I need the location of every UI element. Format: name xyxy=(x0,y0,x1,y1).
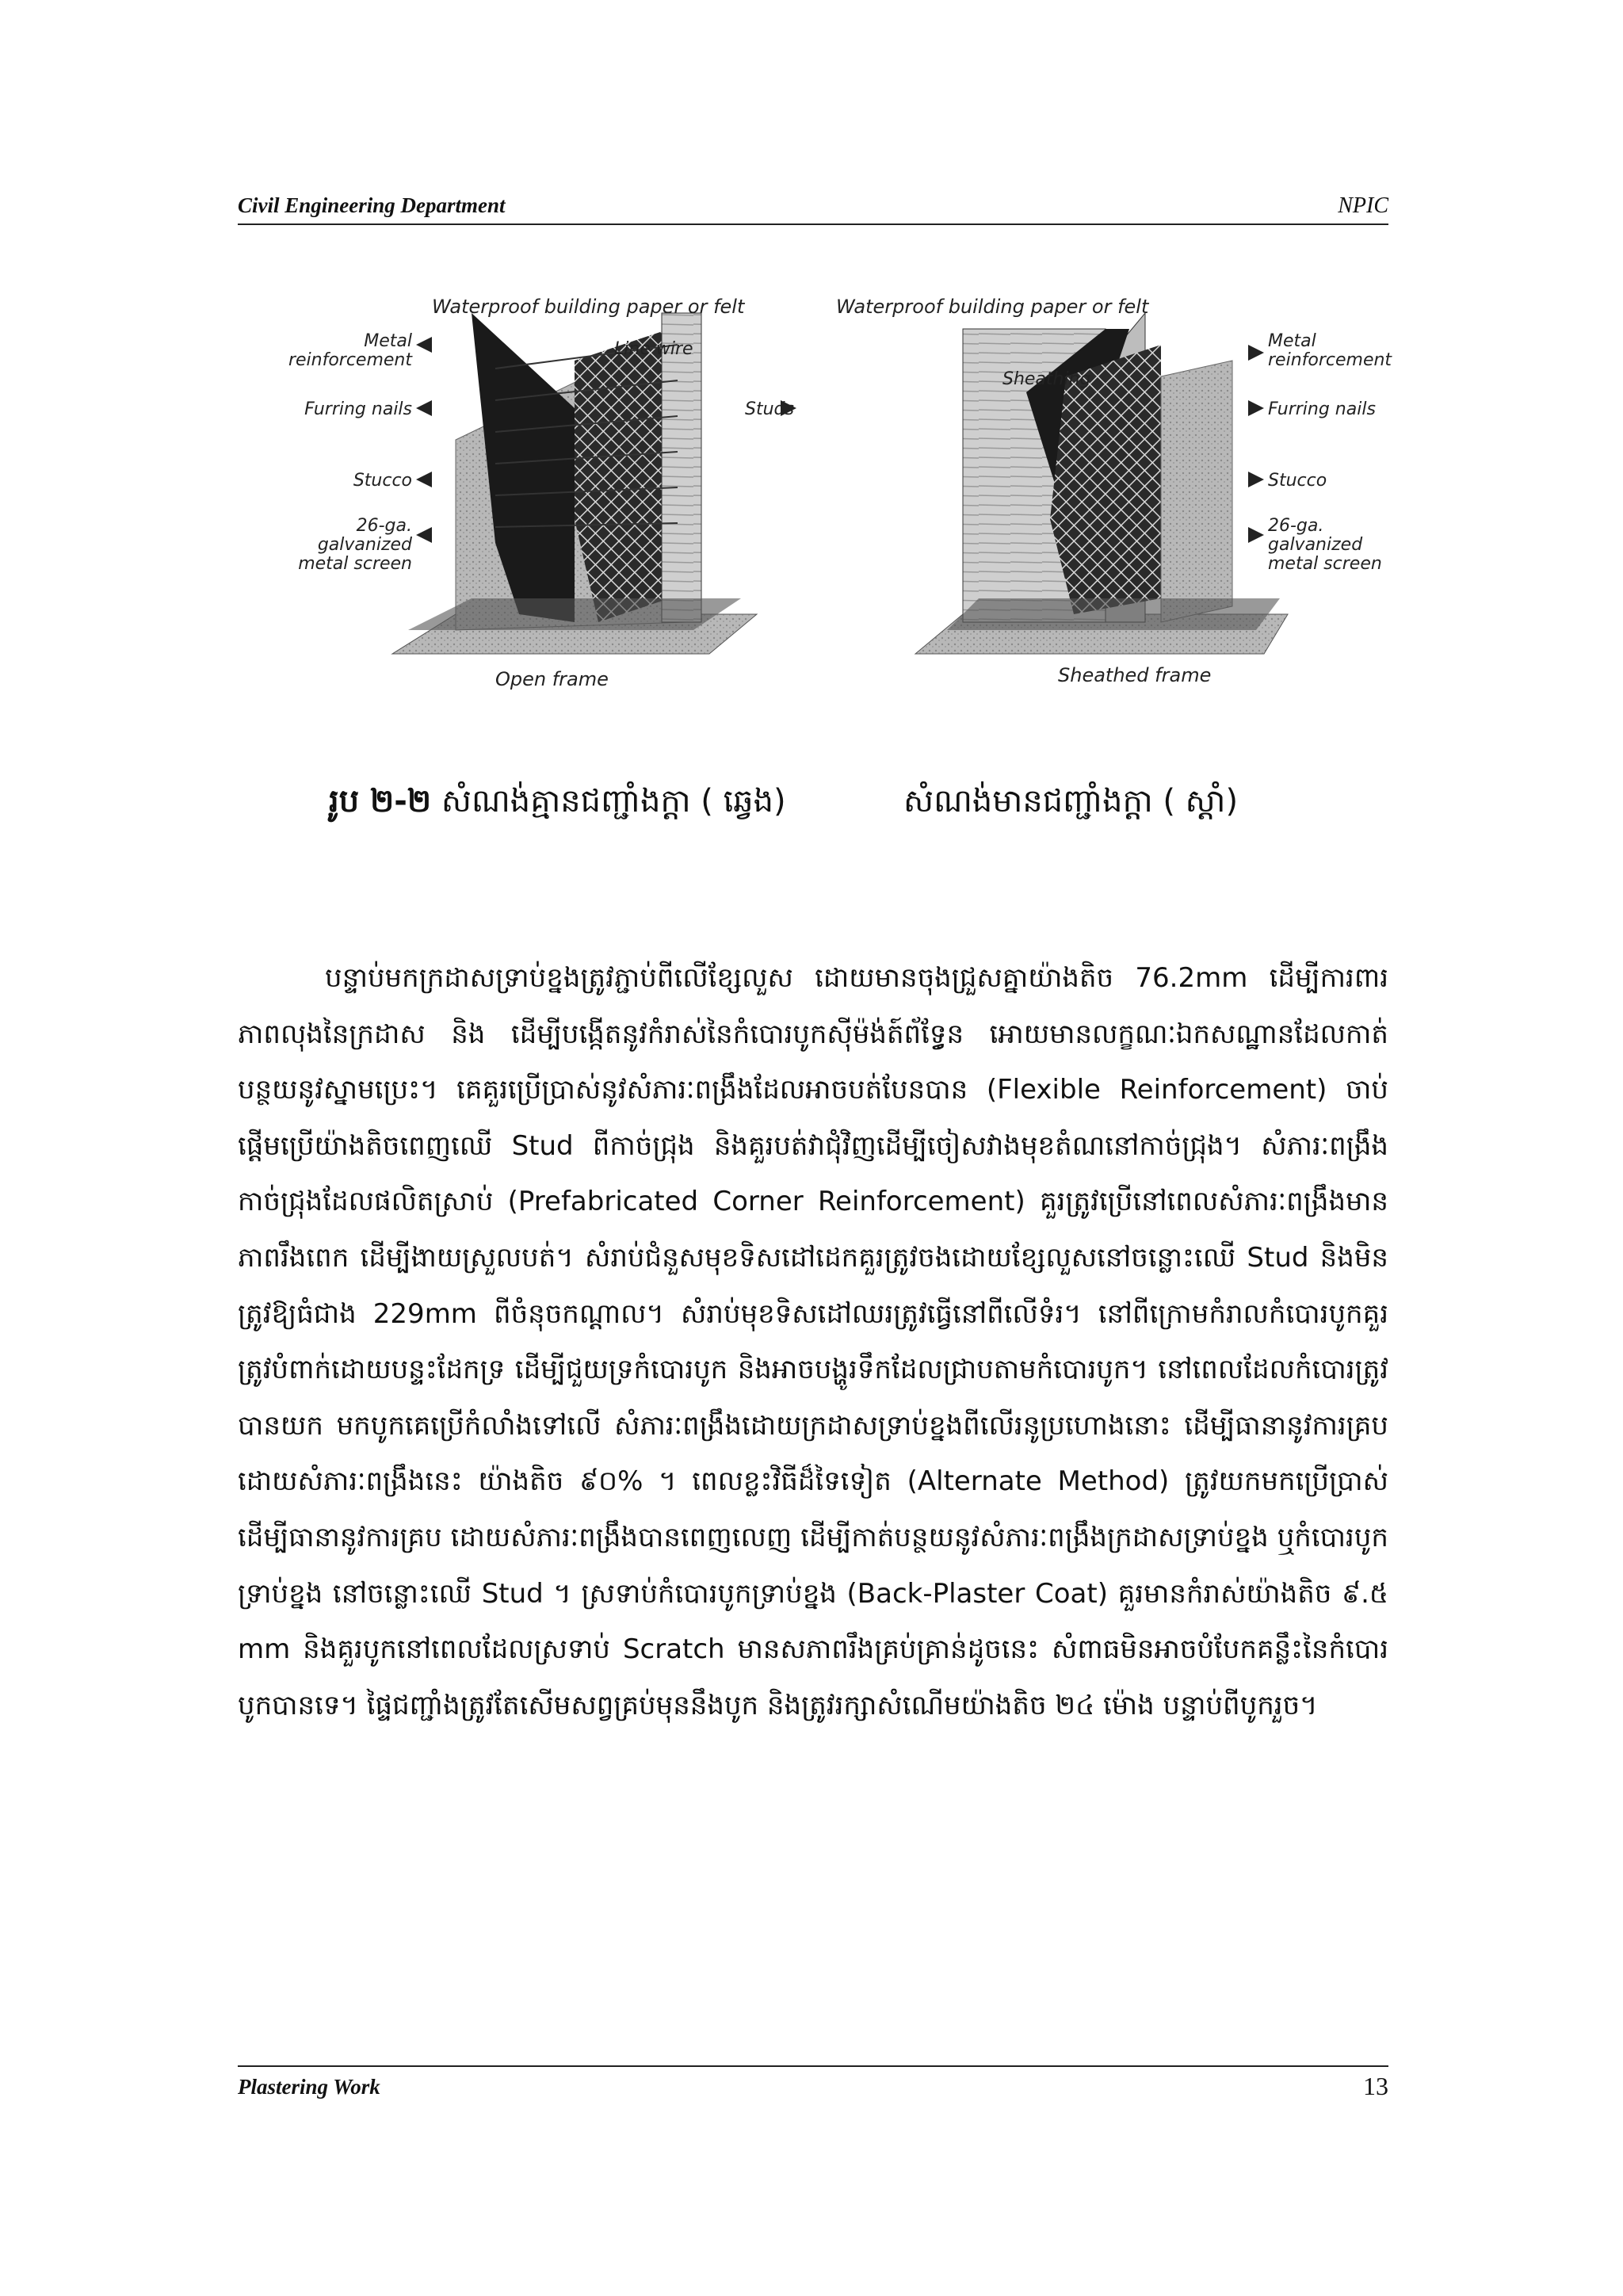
label-furring-left: Furring nails xyxy=(304,399,412,419)
label-open-frame: Open frame xyxy=(495,668,609,690)
label-stucco-left: Stucco xyxy=(353,471,412,491)
label-stucco-right: Stucco xyxy=(1268,471,1327,491)
page-footer xyxy=(238,2065,1388,2107)
label-waterproof-right: Waterproof building paper or felt xyxy=(836,296,1149,318)
header-department: Civil Engineering Department xyxy=(238,193,506,217)
header-institution: NPIC xyxy=(1338,193,1388,218)
figure-illustration xyxy=(288,281,1392,741)
caption-right-text: សំណង់មានជញ្ជាំងក្តា ( ស្តាំ) xyxy=(903,783,1239,819)
label-ga-right-2: galvanized xyxy=(1268,535,1363,555)
label-ga-left-1: 26-ga. xyxy=(356,516,412,536)
page-header xyxy=(238,190,1388,225)
caption-left xyxy=(329,781,786,827)
open-frame-drawing xyxy=(392,313,757,654)
sheathed-frame-drawing xyxy=(915,313,1288,654)
label-ga-right-1: 26-ga. xyxy=(1268,516,1324,536)
label-waterproof-left: Waterproof building paper or felt xyxy=(432,296,745,318)
label-ga-right-3: metal screen xyxy=(1268,554,1382,574)
label-sheathed-frame: Sheathed frame xyxy=(1058,664,1212,686)
figure-caption xyxy=(329,781,1359,836)
label-metal-right-2: reinforcement xyxy=(1268,350,1392,370)
label-ga-left-2: galvanized xyxy=(317,535,412,555)
label-furring-right: Furring nails xyxy=(1268,399,1376,419)
label-ga-left-3: metal screen xyxy=(298,554,412,574)
footer-section-title: Plastering Work xyxy=(238,2075,380,2099)
label-line-wire: Line wire xyxy=(614,339,693,359)
label-metal-left-1: Metal xyxy=(364,331,412,351)
label-metal-left-2: reinforcement xyxy=(288,350,412,370)
caption-number: រូប ២-២ xyxy=(329,783,432,819)
label-metal-right-1: Metal xyxy=(1268,331,1316,351)
figure-stucco-wall-sections xyxy=(288,281,1392,741)
body-paragraph: បន្ទាប់មកក្រដាសទ្រាប់ខ្នងត្រូវភ្ជាប់ពីលើខ្សែលួស ដោយមានចុងជ្រួសគ្នាយ៉ាងតិច 76.2mm ដើម្បីការពារភាពលុងនៃក្រដាស និង ដើម្បីបង្កើតនូវកំរាស់នៃកំបោរបូកស៊ីម៉ង់ត៍ព័ទ្ធ្វែន អោយមានលក្ខណៈឯកសណ្ឋានដែលកាត់បន្ថយនូវស្នាមប្រេះ។ គេគួរប្រើប្រាស់នូវសំភារៈពង្រឹងដែលអាចបត់បែនបាន (Flexible Reinforcement) ចាប់ផ្តើមប្រើយ៉ាងតិចពេញឈើ Stud ពីកាច់ជ្រុង និងគួរបត់វាជុំវិញដើម្បីចៀសវាងមុខតំណនៅកាច់ជ្រុង។ សំភារៈពង្រឹងកាច់ជ្រុងដែលផលិតស្រាប់ (Prefabricated Corner Reinforcement) គួរត្រូវប្រើនៅពេលសំភារៈពង្រឹងមានភាពរឹងពេក ដើម្បីងាយស្រួលបត់។ សំរាប់ជំនួសមុខទិសដៅដេកគួរត្រូវចងដោយខ្សែលួសនៅចន្លោះឈើ Stud និងមិនត្រូវឱ្យធំជាង 229mm ពីចំនុចកណ្តាល។ សំរាប់មុខទិសដៅឈរត្រូវធ្វើនៅពីលើទំរ។ នៅពីក្រោមកំរាលកំបោរបូកគួរត្រូវបំពាក់ដោយបន្ទះដែកទ្រ ដើម្បីជួយទ្រកំបោរបូក និងអាចបង្ហូរទឹកដែលជ្រាបតាមកំបោរបូក។ នៅពេលដែលកំបោរត្រូវបានយក មកបូកគេប្រើកំលាំងទៅលើ សំភារៈពង្រឹងដោយក្រដាសទ្រាប់ខ្នងពីលើរនូប្រហោងនោះ ដើម្បីធានានូវការគ្រប ដោយសំភារៈពង្រឹងនេះ យ៉ាងតិច ៩០% ។ ពេលខ្លះវិធីដ៏ទៃទៀត (Alternate Method) ត្រូវយកមកប្រើប្រាស់ដើម្បីធានានូវការគ្រប ដោយសំភារៈពង្រឹងបានពេញលេញ ដើម្បីកាត់បន្ថយនូវសំភារៈពង្រឹងក្រដាសទ្រាប់ខ្នង ឬកំបោរបូកទ្រាប់ខ្នង នៅចន្លោះឈើ Stud ។ ស្រទាប់កំបោរបូកទ្រាប់ខ្នង (Back-Plaster Coat) គួរមានកំរាស់យ៉ាងតិច ៩.៥ mm និងគួរបូកនៅពេលដែលស្រទាប់ Scratch មានសភាពរឹងគ្រប់គ្រាន់ដូចនេះ សំពាធមិនអាចបំបែកគន្លឹះនៃកំបោរបូកបានទេ។ ផ្ទៃជញ្ជាំងត្រូវតែសើមសព្វគ្រប់មុននឹងបូក និងត្រូវរក្សាសំណើមយ៉ាងតិច ២៤ ម៉ោង បន្ទាប់ពីបូករួច។ xyxy=(238,962,1388,1721)
label-sheathing: Sheathing xyxy=(1002,369,1091,389)
label-studs: Studs xyxy=(745,399,794,419)
page-number: 13 xyxy=(1363,2072,1388,2100)
caption-left-text: សំណង់គ្មានជញ្ជាំងក្តា ( ឆ្វេង) xyxy=(441,783,786,819)
